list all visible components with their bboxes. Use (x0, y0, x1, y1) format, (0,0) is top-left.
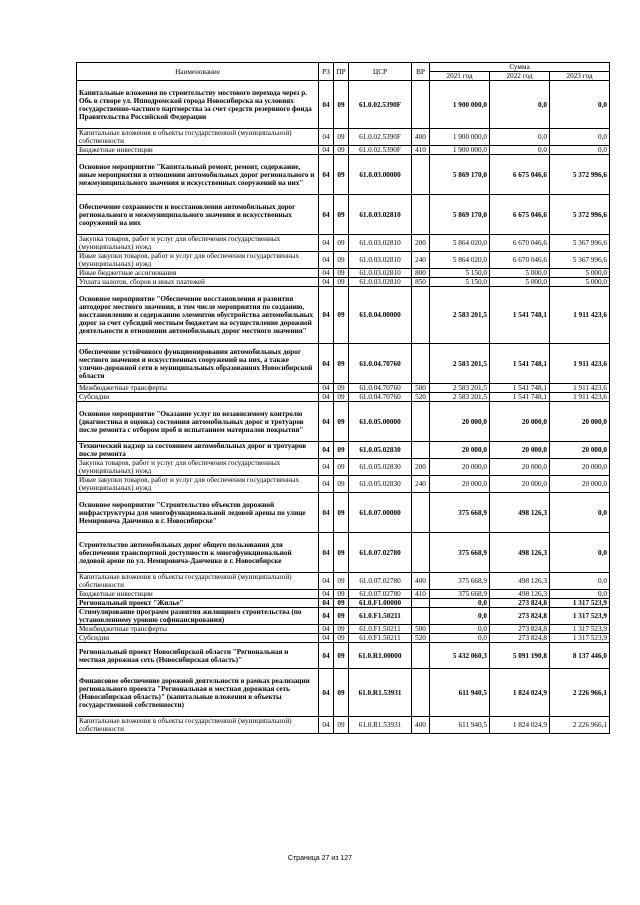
row-amount-2022: 20 000,0 (490, 459, 550, 476)
row-rz: 04 (319, 384, 334, 393)
row-rz: 04 (319, 287, 334, 344)
row-amount-2022: 498 126,3 (490, 533, 550, 573)
row-name: Иные закупки товаров, работ и услуг для обеспечения государственных (муниципальных) нужд (77, 476, 319, 493)
row-pr: 09 (334, 599, 349, 608)
row-vr (412, 287, 430, 344)
table-row (77, 573, 610, 590)
row-name: Бюджетные инвестиции (77, 146, 319, 155)
row-amount-2021: 0,0 (430, 599, 490, 608)
row-vr: 520 (412, 634, 430, 643)
row-amount-2021: 1 900 000,0 (430, 146, 490, 155)
row-name: Закупка товаров, работ и услуг для обеспечения государственных (муниципальных) нужд (77, 459, 319, 476)
row-amount-2022: 273 824,8 (490, 625, 550, 634)
row-amount-2022: 1 541 748,1 (490, 344, 550, 384)
row-amount-2021: 5 869 170,0 (430, 155, 490, 195)
row-rz: 04 (319, 129, 334, 146)
row-rz: 04 (319, 402, 334, 442)
row-name: Закупка товаров, работ и услуг для обеспечения государственных (муниципальных) нужд (77, 235, 319, 252)
row-amount-2021: 20 000,0 (430, 402, 490, 442)
row-amount-2023: 0,0 (550, 590, 610, 599)
row-csr: 61.0.03.02810 (349, 252, 412, 269)
table-row (77, 476, 610, 493)
row-pr: 09 (334, 81, 349, 129)
row-name: Межбюджетные трансферты (77, 384, 319, 393)
row-rz: 04 (319, 459, 334, 476)
header-year-2021: 2021 год (430, 72, 490, 81)
row-csr: 61.0.04.00000 (349, 287, 412, 344)
table-row (77, 590, 610, 599)
row-vr: 240 (412, 252, 430, 269)
row-rz: 04 (319, 493, 334, 533)
row-rz: 04 (319, 235, 334, 252)
row-amount-2022: 498 126,3 (490, 573, 550, 590)
row-amount-2022: 273 824,8 (490, 634, 550, 643)
row-amount-2023: 1 317 523,9 (550, 634, 610, 643)
row-pr: 09 (334, 129, 349, 146)
table-row (77, 459, 610, 476)
row-name: Бюджетные инвестиции (77, 590, 319, 599)
row-vr (412, 195, 430, 235)
header-pr: ПР (334, 63, 349, 81)
row-amount-2022: 1 824 024,9 (490, 669, 550, 717)
row-amount-2022: 0,0 (490, 81, 550, 129)
budget-table (76, 62, 610, 734)
row-name: Обеспечение сохранности и восстановления автомобильных дорог регионального и межмуниципального значения и искусственных сооружений на них (77, 195, 319, 235)
table-row (77, 625, 610, 634)
row-rz: 04 (319, 599, 334, 608)
row-vr: 200 (412, 235, 430, 252)
row-amount-2022: 6 675 046,6 (490, 195, 550, 235)
row-amount-2023: 1 911 423,6 (550, 344, 610, 384)
row-pr: 09 (334, 590, 349, 599)
row-amount-2021: 5 150,0 (430, 269, 490, 278)
row-pr: 09 (334, 155, 349, 195)
row-csr: 61.0.03.02810 (349, 278, 412, 287)
row-amount-2022: 273 824,8 (490, 608, 550, 625)
row-rz: 04 (319, 81, 334, 129)
row-amount-2022: 1 541 748,1 (490, 393, 550, 402)
row-name: Строительство автомобильных дорог общего пользования для обеспечения транспортной доступности к многофункциональной ледовой арене по ул. Немировича-Данченко в г. Новосибирске (77, 533, 319, 573)
row-csr: 61.0.02.5390F (349, 129, 412, 146)
row-amount-2023: 5 372 996,6 (550, 195, 610, 235)
table-row (77, 533, 610, 573)
row-vr (412, 533, 430, 573)
row-csr: 61.0.F1.50211 (349, 625, 412, 634)
row-amount-2023: 1 911 423,6 (550, 287, 610, 344)
table-row (77, 442, 610, 459)
row-pr: 09 (334, 252, 349, 269)
row-amount-2023: 0,0 (550, 493, 610, 533)
row-name: Финансовое обеспечение дорожной деятельности в рамках реализации регионального проекта "Региональная и местная дорожная сеть (Новосибирская область)" (капитальные вложения в объекты государственной собственности) (77, 669, 319, 717)
page-number: Страница 27 из 127 (287, 855, 353, 862)
table-row (77, 643, 610, 669)
row-csr: 61.0.02.5390F (349, 146, 412, 155)
row-amount-2021: 611 940,5 (430, 717, 490, 734)
row-amount-2023: 20 000,0 (550, 476, 610, 493)
row-rz: 04 (319, 573, 334, 590)
row-amount-2021: 5 869 170,0 (430, 195, 490, 235)
row-csr: 61.0.R1.00000 (349, 643, 412, 669)
row-amount-2022: 498 126,3 (490, 590, 550, 599)
row-vr (412, 402, 430, 442)
row-csr: 61.0.F1.50211 (349, 634, 412, 643)
row-amount-2022: 6 670 046,6 (490, 252, 550, 269)
row-vr (412, 81, 430, 129)
header-name: Наименование (77, 63, 319, 81)
row-rz: 04 (319, 155, 334, 195)
row-csr: 61.0.02.5390F (349, 81, 412, 129)
row-name: Обеспечение устойчивого функционирования автомобильных дорог местного значения и искусственных сооружений на них, а также улично-дорожной сети в муниципальных образованиях Новосибирской области (77, 344, 319, 384)
row-name: Стимулирование программ развития жилищного строительства (по установленному уровню софинансирования) (77, 608, 319, 625)
row-amount-2021: 2 583 201,5 (430, 393, 490, 402)
row-csr: 61.0.05.02830 (349, 476, 412, 493)
row-name: Основное мероприятие "Оказание услуг по независимому контролю (диагностика и оценка) состояния автомобильных дорог и тротуаров после ремонта с отбором проб и испытанием материалов покрытия" (77, 402, 319, 442)
row-pr: 09 (334, 476, 349, 493)
row-rz: 04 (319, 344, 334, 384)
row-rz: 04 (319, 195, 334, 235)
row-csr: 61.0.07.02780 (349, 590, 412, 599)
header-rz: РЗ (319, 63, 334, 81)
row-amount-2023: 0,0 (550, 81, 610, 129)
row-vr: 400 (412, 129, 430, 146)
row-rz: 04 (319, 393, 334, 402)
row-name: Капитальные вложения в объекты государственной (муниципальной) собственности (77, 717, 319, 734)
table-row (77, 384, 610, 393)
row-amount-2021: 2 583 201,5 (430, 344, 490, 384)
row-name: Региональный проект Новосибирской области "Региональная и местная дорожная сеть (Новосибирская область)" (77, 643, 319, 669)
header-vr: ВР (412, 63, 430, 81)
row-vr: 410 (412, 146, 430, 155)
table-row (77, 195, 610, 235)
row-amount-2022: 20 000,0 (490, 476, 550, 493)
row-vr: 240 (412, 476, 430, 493)
row-amount-2023: 20 000,0 (550, 442, 610, 459)
row-vr: 800 (412, 269, 430, 278)
table-row (77, 155, 610, 195)
row-amount-2023: 5 367 996,6 (550, 252, 610, 269)
table-row (77, 493, 610, 533)
row-csr: 61.0.04.70760 (349, 384, 412, 393)
row-amount-2021: 611 940,5 (430, 669, 490, 717)
row-amount-2022: 5 000,0 (490, 278, 550, 287)
row-pr: 09 (334, 573, 349, 590)
row-amount-2023: 1 317 523,9 (550, 599, 610, 608)
table-header (77, 63, 610, 81)
row-pr: 09 (334, 643, 349, 669)
row-vr: 500 (412, 384, 430, 393)
row-rz: 04 (319, 608, 334, 625)
row-rz: 04 (319, 717, 334, 734)
row-pr: 09 (334, 493, 349, 533)
row-amount-2021: 1 900 000,0 (430, 129, 490, 146)
row-vr: 400 (412, 573, 430, 590)
row-name: Межбюджетные трансферты (77, 625, 319, 634)
table-row (77, 287, 610, 344)
table-row (77, 402, 610, 442)
row-amount-2022: 20 000,0 (490, 442, 550, 459)
row-name: Иные бюджетные ассигнования (77, 269, 319, 278)
row-amount-2021: 0,0 (430, 634, 490, 643)
row-vr (412, 442, 430, 459)
row-name: Субсидии (77, 393, 319, 402)
table-row (77, 393, 610, 402)
row-amount-2023: 5 372 996,6 (550, 155, 610, 195)
row-csr: 61.0.03.02810 (349, 235, 412, 252)
row-pr: 09 (334, 625, 349, 634)
row-amount-2022: 273 824,8 (490, 599, 550, 608)
row-pr: 09 (334, 459, 349, 476)
row-name: Основное мероприятие "Обеспечение восстановления и развития автодорог местного значения, в том числе мероприятия по созданию, восстановлению и содержанию элементов обустройства автомобильных дорог за счет субсидий местным бюджетам на осуществление дорожной деятельности в отношении автомобильных дорог местного значения" (77, 287, 319, 344)
row-vr: 520 (412, 393, 430, 402)
row-amount-2022: 498 126,3 (490, 493, 550, 533)
row-amount-2023: 1 911 423,6 (550, 384, 610, 393)
table-row (77, 81, 610, 129)
row-pr: 09 (334, 669, 349, 717)
table-row (77, 717, 610, 734)
table-row (77, 235, 610, 252)
row-amount-2022: 5 091 190,8 (490, 643, 550, 669)
row-rz: 04 (319, 442, 334, 459)
row-pr: 09 (334, 384, 349, 393)
row-amount-2021: 20 000,0 (430, 476, 490, 493)
header-sum: Сумма (430, 63, 610, 72)
row-rz: 04 (319, 669, 334, 717)
table-row (77, 344, 610, 384)
budget-table-container (76, 62, 609, 734)
table-row (77, 129, 610, 146)
row-pr: 09 (334, 235, 349, 252)
row-amount-2023: 20 000,0 (550, 459, 610, 476)
row-amount-2021: 5 864 020,0 (430, 252, 490, 269)
row-csr: 61.0.05.00000 (349, 402, 412, 442)
row-amount-2021: 5 864 020,0 (430, 235, 490, 252)
row-pr: 09 (334, 269, 349, 278)
row-csr: 61.0.03.00000 (349, 155, 412, 195)
row-amount-2023: 0,0 (550, 573, 610, 590)
row-csr: 61.0.04.70760 (349, 393, 412, 402)
table-row (77, 608, 610, 625)
row-amount-2023: 8 137 446,0 (550, 643, 610, 669)
row-amount-2021: 375 668,9 (430, 573, 490, 590)
table-row (77, 269, 610, 278)
row-rz: 04 (319, 533, 334, 573)
row-pr: 09 (334, 442, 349, 459)
row-amount-2023: 1 911 423,6 (550, 393, 610, 402)
row-csr: 61.0.07.02780 (349, 573, 412, 590)
row-name: Капитальные вложения в объекты государственной (муниципальной) собственности (77, 129, 319, 146)
row-vr (412, 608, 430, 625)
row-amount-2023: 0,0 (550, 146, 610, 155)
table-row (77, 278, 610, 287)
row-rz: 04 (319, 146, 334, 155)
row-rz: 04 (319, 590, 334, 599)
row-pr: 09 (334, 533, 349, 573)
row-csr: 61.0.04.70760 (349, 344, 412, 384)
row-amount-2022: 1 541 748,1 (490, 384, 550, 393)
row-amount-2023: 5 367 996,6 (550, 235, 610, 252)
row-pr: 09 (334, 393, 349, 402)
row-amount-2022: 6 675 046,6 (490, 155, 550, 195)
row-name: Уплата налогов, сборов и иных платежей (77, 278, 319, 287)
row-amount-2023: 20 000,0 (550, 402, 610, 442)
row-rz: 04 (319, 643, 334, 669)
row-vr: 200 (412, 459, 430, 476)
row-amount-2023: 0,0 (550, 533, 610, 573)
row-csr: 61.0.R1.53931 (349, 717, 412, 734)
row-amount-2021: 20 000,0 (430, 442, 490, 459)
row-vr: 500 (412, 625, 430, 634)
row-pr: 09 (334, 608, 349, 625)
row-name: Региональный проект "Жилье" (77, 599, 319, 608)
row-vr (412, 493, 430, 533)
row-csr: 61.0.07.02780 (349, 533, 412, 573)
row-amount-2022: 20 000,0 (490, 402, 550, 442)
row-csr: 61.0.05.02830 (349, 459, 412, 476)
row-amount-2023: 0,0 (550, 129, 610, 146)
row-vr: 410 (412, 590, 430, 599)
row-amount-2021: 0,0 (430, 625, 490, 634)
table-row (77, 599, 610, 608)
row-vr: 850 (412, 278, 430, 287)
row-name: Иные закупки товаров, работ и услуг для обеспечения государственных (муниципальных) нужд (77, 252, 319, 269)
row-name: Субсидии (77, 634, 319, 643)
row-rz: 04 (319, 476, 334, 493)
row-vr: 400 (412, 717, 430, 734)
row-pr: 09 (334, 146, 349, 155)
row-amount-2021: 2 583 201,5 (430, 287, 490, 344)
row-vr (412, 669, 430, 717)
row-amount-2021: 375 668,9 (430, 493, 490, 533)
table-row (77, 634, 610, 643)
row-amount-2023: 2 226 966,1 (550, 669, 610, 717)
row-pr: 09 (334, 287, 349, 344)
row-pr: 09 (334, 634, 349, 643)
row-rz: 04 (319, 634, 334, 643)
row-vr (412, 155, 430, 195)
header-csr: ЦСР (349, 63, 412, 81)
row-amount-2023: 2 226 966,1 (550, 717, 610, 734)
row-amount-2022: 0,0 (490, 129, 550, 146)
row-pr: 09 (334, 195, 349, 235)
row-pr: 09 (334, 278, 349, 287)
row-name: Основное мероприятие "Строительство объектов дорожной инфраструктуры для многофункциональной ледовой арены по улице Немировича Данченко в г. Новосибирске" (77, 493, 319, 533)
row-amount-2023: 5 000,0 (550, 278, 610, 287)
row-vr (412, 643, 430, 669)
row-amount-2021: 5 432 060,3 (430, 643, 490, 669)
row-rz: 04 (319, 278, 334, 287)
table-row (77, 669, 610, 717)
row-pr: 09 (334, 344, 349, 384)
row-amount-2021: 0,0 (430, 608, 490, 625)
row-amount-2022: 0,0 (490, 146, 550, 155)
row-amount-2023: 1 317 523,9 (550, 608, 610, 625)
row-name: Капитальные вложения по строительству мостового перехода через р. Обь в створе ул. Ипподромской города Новосибирска на условиях государственно-частного партнерства за счет средств резервного фонда Правительства Российской Федерации (77, 81, 319, 129)
row-amount-2022: 6 670 046,6 (490, 235, 550, 252)
row-amount-2022: 1 824 024,9 (490, 717, 550, 734)
table-row (77, 146, 610, 155)
table-row (77, 252, 610, 269)
row-name: Капитальные вложения в объекты государственной (муниципальной) собственности (77, 573, 319, 590)
row-csr: 61.0.03.02810 (349, 269, 412, 278)
row-name: Технический надзор за состоянием автомобильных дорог и тротуаров после ремонта (77, 442, 319, 459)
row-csr: 61.0.R1.53931 (349, 669, 412, 717)
table-body (77, 81, 610, 734)
row-amount-2021: 1 900 000,0 (430, 81, 490, 129)
row-pr: 09 (334, 717, 349, 734)
row-rz: 04 (319, 269, 334, 278)
header-year-2022: 2022 год (490, 72, 550, 81)
row-amount-2021: 20 000,0 (430, 459, 490, 476)
row-amount-2022: 1 541 748,1 (490, 287, 550, 344)
row-amount-2021: 375 668,9 (430, 533, 490, 573)
row-vr (412, 344, 430, 384)
row-amount-2021: 375 668,9 (430, 590, 490, 599)
row-csr: 61.0.07.00000 (349, 493, 412, 533)
row-csr: 61.0.F1.50211 (349, 608, 412, 625)
row-csr: 61.0.F1.00000 (349, 599, 412, 608)
row-amount-2023: 5 000,0 (550, 269, 610, 278)
row-name: Основное мероприятие "Капитальный ремонт, ремонт, содержание, иные мероприятия в отношении автомобильных дорог регионального и межмуниципального значения и искусственных сооружений на них" (77, 155, 319, 195)
row-amount-2021: 5 150,0 (430, 278, 490, 287)
row-vr (412, 599, 430, 608)
row-csr: 61.0.05.02830 (349, 442, 412, 459)
row-rz: 04 (319, 252, 334, 269)
row-rz: 04 (319, 625, 334, 634)
row-pr: 09 (334, 402, 349, 442)
header-year-2023: 2023 год (550, 72, 610, 81)
row-amount-2023: 1 317 523,9 (550, 625, 610, 634)
row-csr: 61.0.03.02810 (349, 195, 412, 235)
row-amount-2021: 2 583 201,5 (430, 384, 490, 393)
row-amount-2022: 5 000,0 (490, 269, 550, 278)
